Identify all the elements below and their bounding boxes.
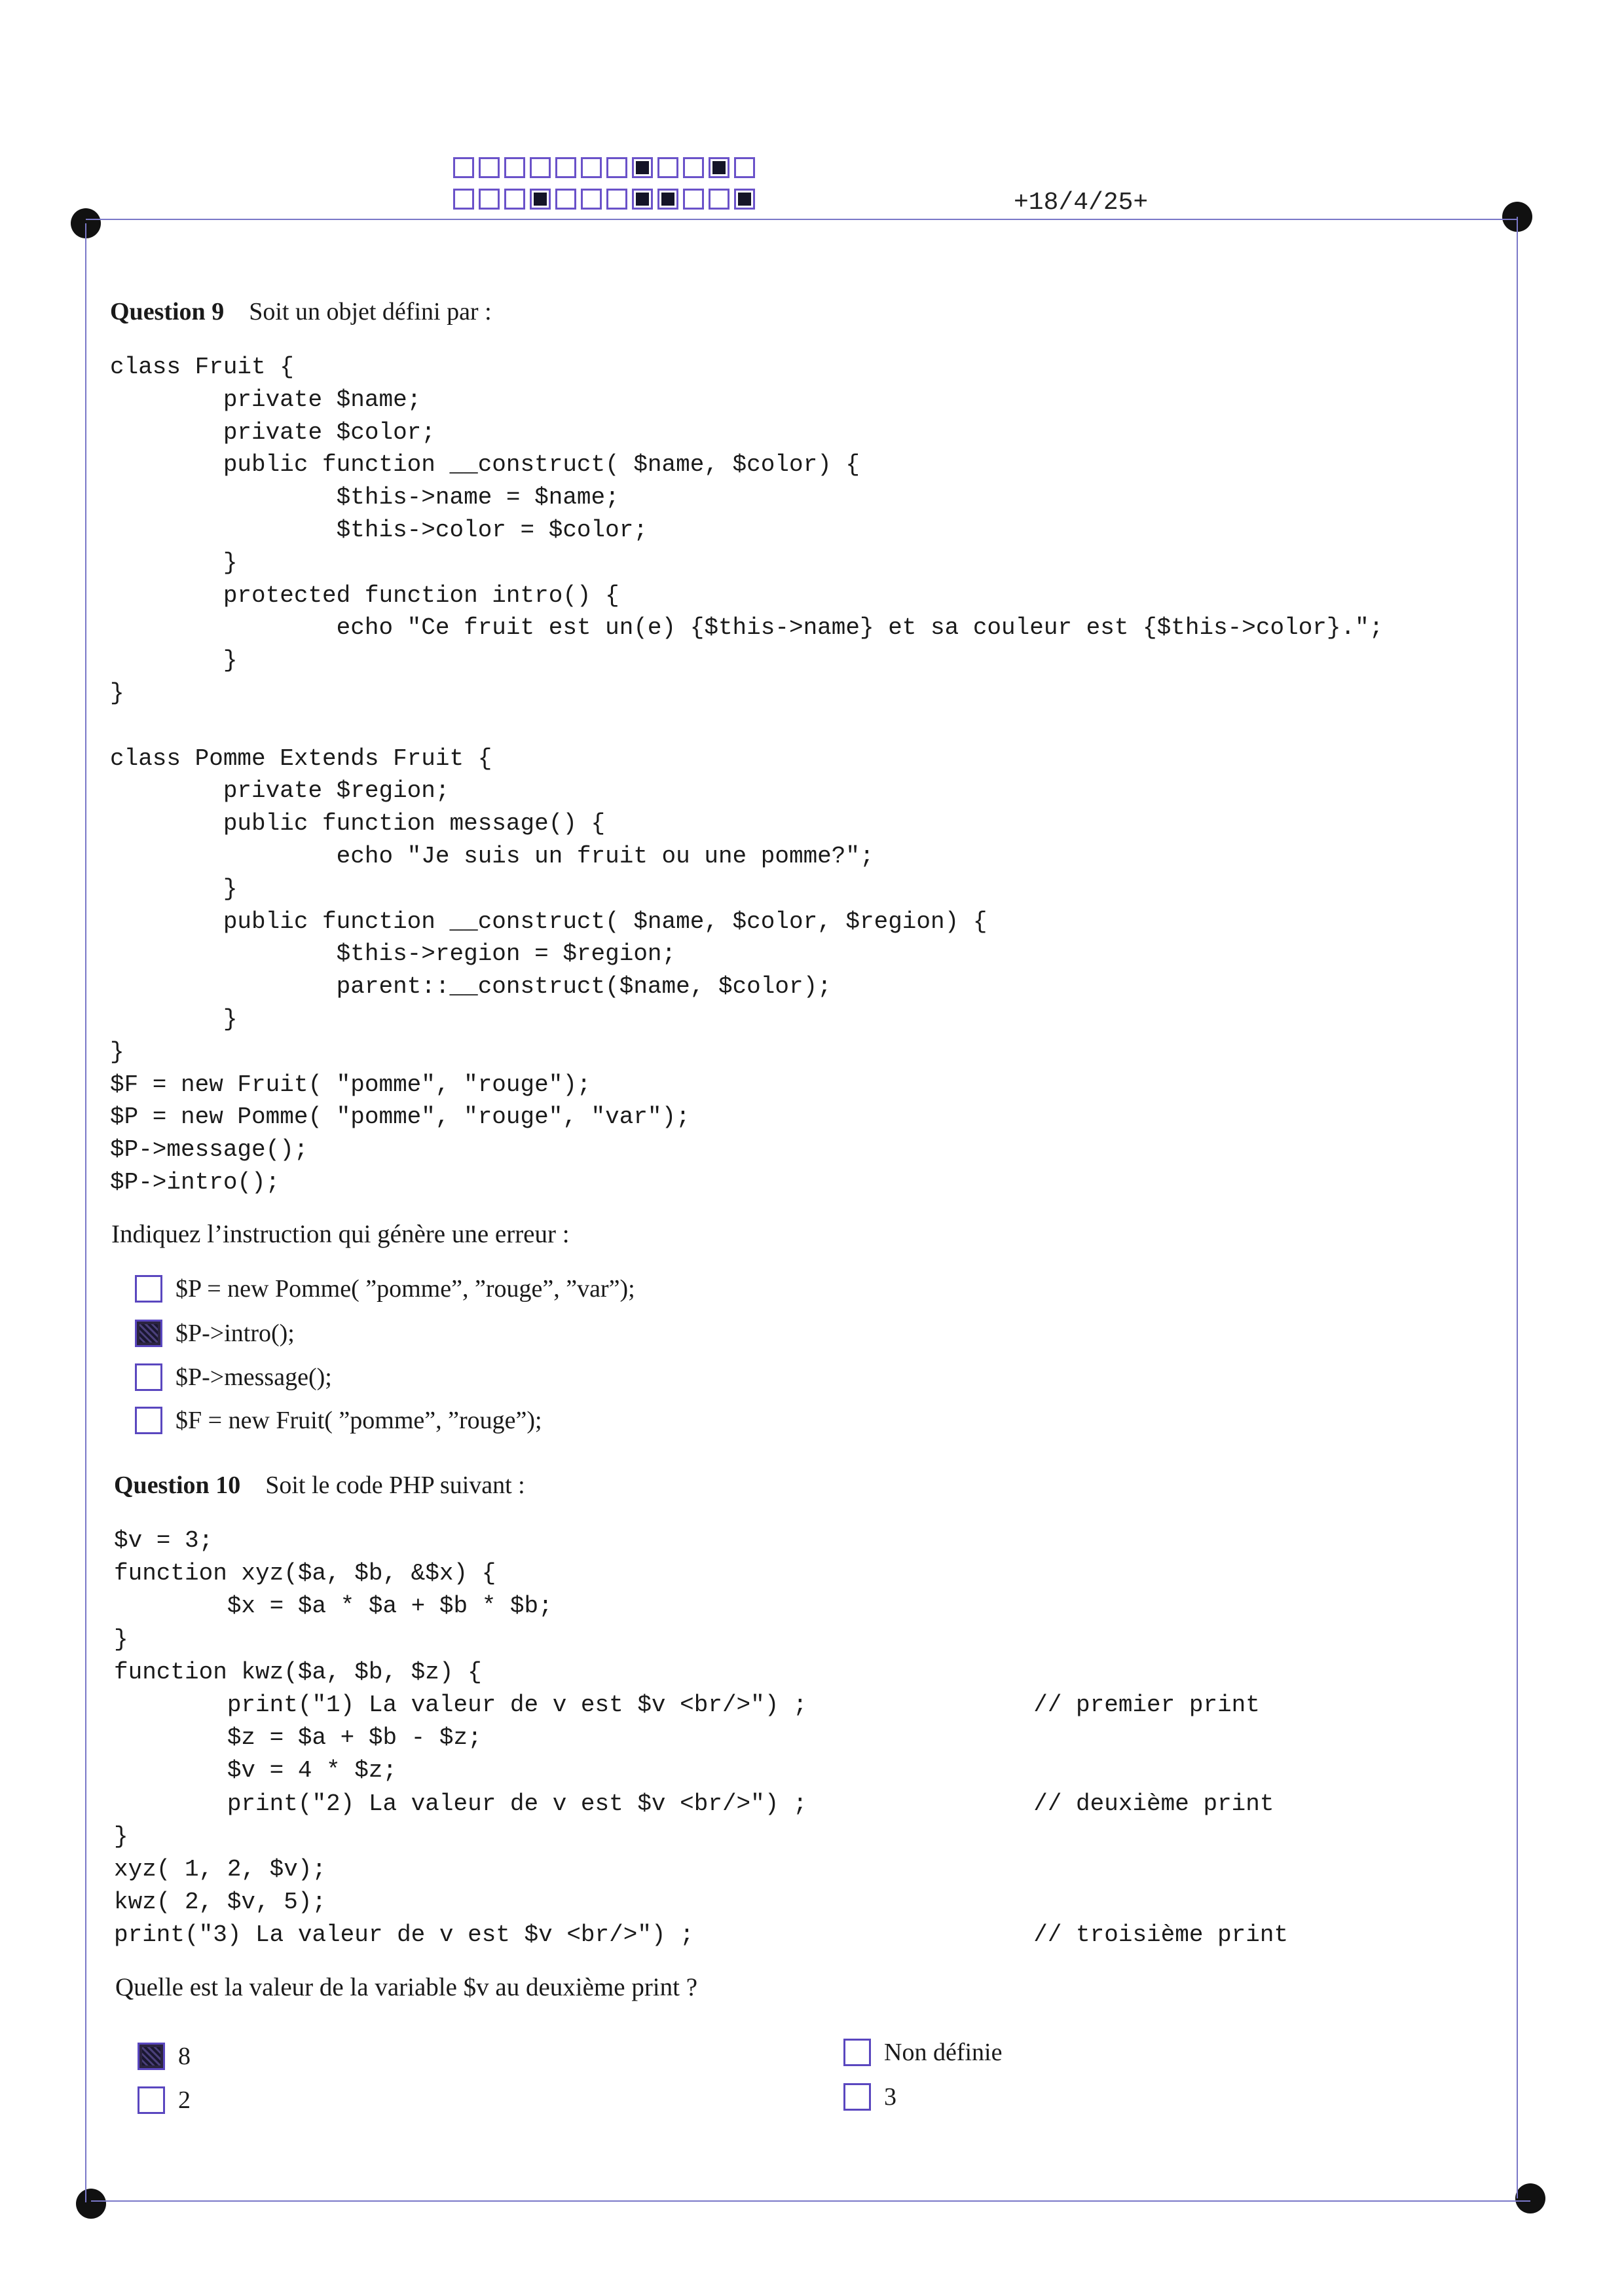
checkbox[interactable] <box>135 1320 162 1347</box>
id-box <box>581 189 602 210</box>
id-box <box>479 189 500 210</box>
question-9-code <box>110 351 1383 1199</box>
checkbox[interactable] <box>135 1363 162 1391</box>
id-box <box>504 157 525 178</box>
checkbox[interactable] <box>843 2039 871 2066</box>
registration-mark-bottom-left <box>76 2189 106 2219</box>
code-line: $P = new Pomme( "pomme", "rouge", "var"); <box>110 1103 690 1131</box>
question-10-option-3[interactable] <box>843 2038 1002 2067</box>
question-10-code <box>114 1525 1288 1952</box>
code-line: $v = 3; <box>114 1527 213 1554</box>
code-line: $F = new Fruit( "pomme", "rouge"); <box>110 1071 591 1098</box>
option-label: $F = new Fruit( ”pomme”, ”rouge”); <box>175 1407 542 1434</box>
page-identifier: +18/4/25+ <box>1014 189 1149 217</box>
id-box <box>683 157 704 178</box>
code-line: $P->intro(); <box>110 1168 280 1196</box>
question-9-label: Question 9 <box>110 298 225 325</box>
code-line: $x = $a * $a + $b * $b; <box>114 1593 553 1620</box>
code-line: echo "Ce fruit est un(e) {$this->name} et sa couleur est {$this->color}."; <box>110 614 1384 642</box>
code-line: } <box>110 875 238 902</box>
code-line: $P->message(); <box>110 1136 308 1164</box>
question-9-heading <box>110 297 492 326</box>
option-label: $P->message(); <box>175 1363 332 1391</box>
code-line: $this->region = $region; <box>110 940 676 968</box>
checkbox[interactable] <box>135 1275 162 1303</box>
question-10-prompt: Quelle est la valeur de la variable $v au deuxième print ? <box>115 1973 698 2001</box>
option-label: 3 <box>884 2083 896 2111</box>
code-line: $v = 4 * $z; <box>114 1757 397 1785</box>
checkbox[interactable] <box>843 2083 871 2111</box>
question-9-option-1[interactable] <box>135 1274 635 1303</box>
id-box <box>657 157 678 178</box>
question-10-label: Question 10 <box>114 1472 241 1499</box>
code-line <box>110 710 1383 743</box>
option-label: $P->intro(); <box>175 1320 295 1347</box>
question-10-heading <box>114 1471 525 1500</box>
code-line: } <box>110 1038 124 1065</box>
code-line: } <box>110 1005 238 1033</box>
code-line: protected function intro() { <box>110 582 619 609</box>
id-box <box>683 189 704 210</box>
code-line: echo "Je suis un fruit ou une pomme?"; <box>110 842 874 870</box>
id-box-row-1 <box>453 157 760 178</box>
question-10-option-1[interactable] <box>138 2042 191 2071</box>
code-line: } <box>110 647 238 675</box>
id-box <box>606 189 627 210</box>
code-line: parent::__construct($name, $color); <box>110 973 832 1001</box>
frame-right <box>1517 217 1518 2198</box>
code-line: } <box>110 549 238 576</box>
code-line: private $region; <box>110 777 450 805</box>
code-line: print("1) La valeur de v est $v <br/>") ; // premier print <box>114 1692 1260 1719</box>
frame-left <box>85 223 86 2202</box>
code-line: private $name; <box>110 386 422 413</box>
code-line: $this->color = $color; <box>110 516 648 544</box>
question-9-option-2[interactable] <box>135 1319 295 1348</box>
code-line: } <box>114 1823 128 1850</box>
id-box <box>709 189 729 210</box>
code-line: class Pomme Extends Fruit { <box>110 745 492 772</box>
code-line: private $color; <box>110 418 435 446</box>
code-line: class Fruit { <box>110 354 294 380</box>
option-label: Non définie <box>884 2039 1003 2066</box>
id-box <box>734 157 755 178</box>
id-box <box>606 157 627 178</box>
id-box <box>530 157 551 178</box>
code-line: } <box>110 679 124 707</box>
checkbox[interactable] <box>138 2086 165 2114</box>
code-line: function xyz($a, $b, &$x) { <box>114 1560 496 1587</box>
code-line: } <box>114 1625 128 1653</box>
id-box <box>734 189 755 210</box>
registration-mark-bottom-right <box>1515 2183 1545 2213</box>
option-label: 8 <box>178 2043 191 2070</box>
frame-bottom <box>91 2200 1530 2202</box>
code-line: kwz( 2, $v, 5); <box>114 1889 327 1916</box>
option-label: 2 <box>178 2086 191 2114</box>
checkbox[interactable] <box>135 1407 162 1434</box>
option-label: $P = new Pomme( ”pomme”, ”rouge”, ”var”); <box>175 1275 635 1303</box>
question-10-option-2[interactable] <box>138 2086 191 2115</box>
id-box <box>504 189 525 210</box>
id-box <box>453 189 474 210</box>
question-10-option-4[interactable] <box>843 2083 896 2111</box>
code-line: $z = $a + $b - $z; <box>114 1724 482 1752</box>
id-box-row-2 <box>453 189 760 210</box>
code-line: print("3) La valeur de v est $v <br/>") ; // troisième print <box>114 1921 1289 1949</box>
question-9-prompt: Indiquez l’instruction qui génère une erreur : <box>111 1220 570 1248</box>
id-box <box>530 189 551 210</box>
code-line: function kwz($a, $b, $z) { <box>114 1658 482 1686</box>
id-box <box>632 157 653 178</box>
id-box <box>657 189 678 210</box>
id-box <box>581 157 602 178</box>
code-line: public function __construct( $name, $color, $region) { <box>110 908 987 935</box>
id-box <box>709 157 729 178</box>
question-9-option-4[interactable] <box>135 1406 542 1435</box>
id-box <box>555 157 576 178</box>
frame-top <box>86 219 1517 220</box>
checkbox[interactable] <box>138 2043 165 2070</box>
id-box <box>479 157 500 178</box>
question-10-text: Soit le code PHP suivant : <box>265 1472 525 1499</box>
id-box <box>453 157 474 178</box>
id-box <box>555 189 576 210</box>
code-line: public function message() { <box>110 810 606 838</box>
code-line: xyz( 1, 2, $v); <box>114 1856 327 1883</box>
code-line: $this->name = $name; <box>110 484 619 511</box>
question-9-option-3[interactable] <box>135 1363 332 1392</box>
question-9-text: Soit un objet défini par : <box>249 298 492 325</box>
code-line: public function __construct( $name, $color) { <box>110 451 860 479</box>
code-line: print("2) La valeur de v est $v <br/>") ; // deuxième print <box>114 1790 1274 1817</box>
id-box <box>632 189 653 210</box>
